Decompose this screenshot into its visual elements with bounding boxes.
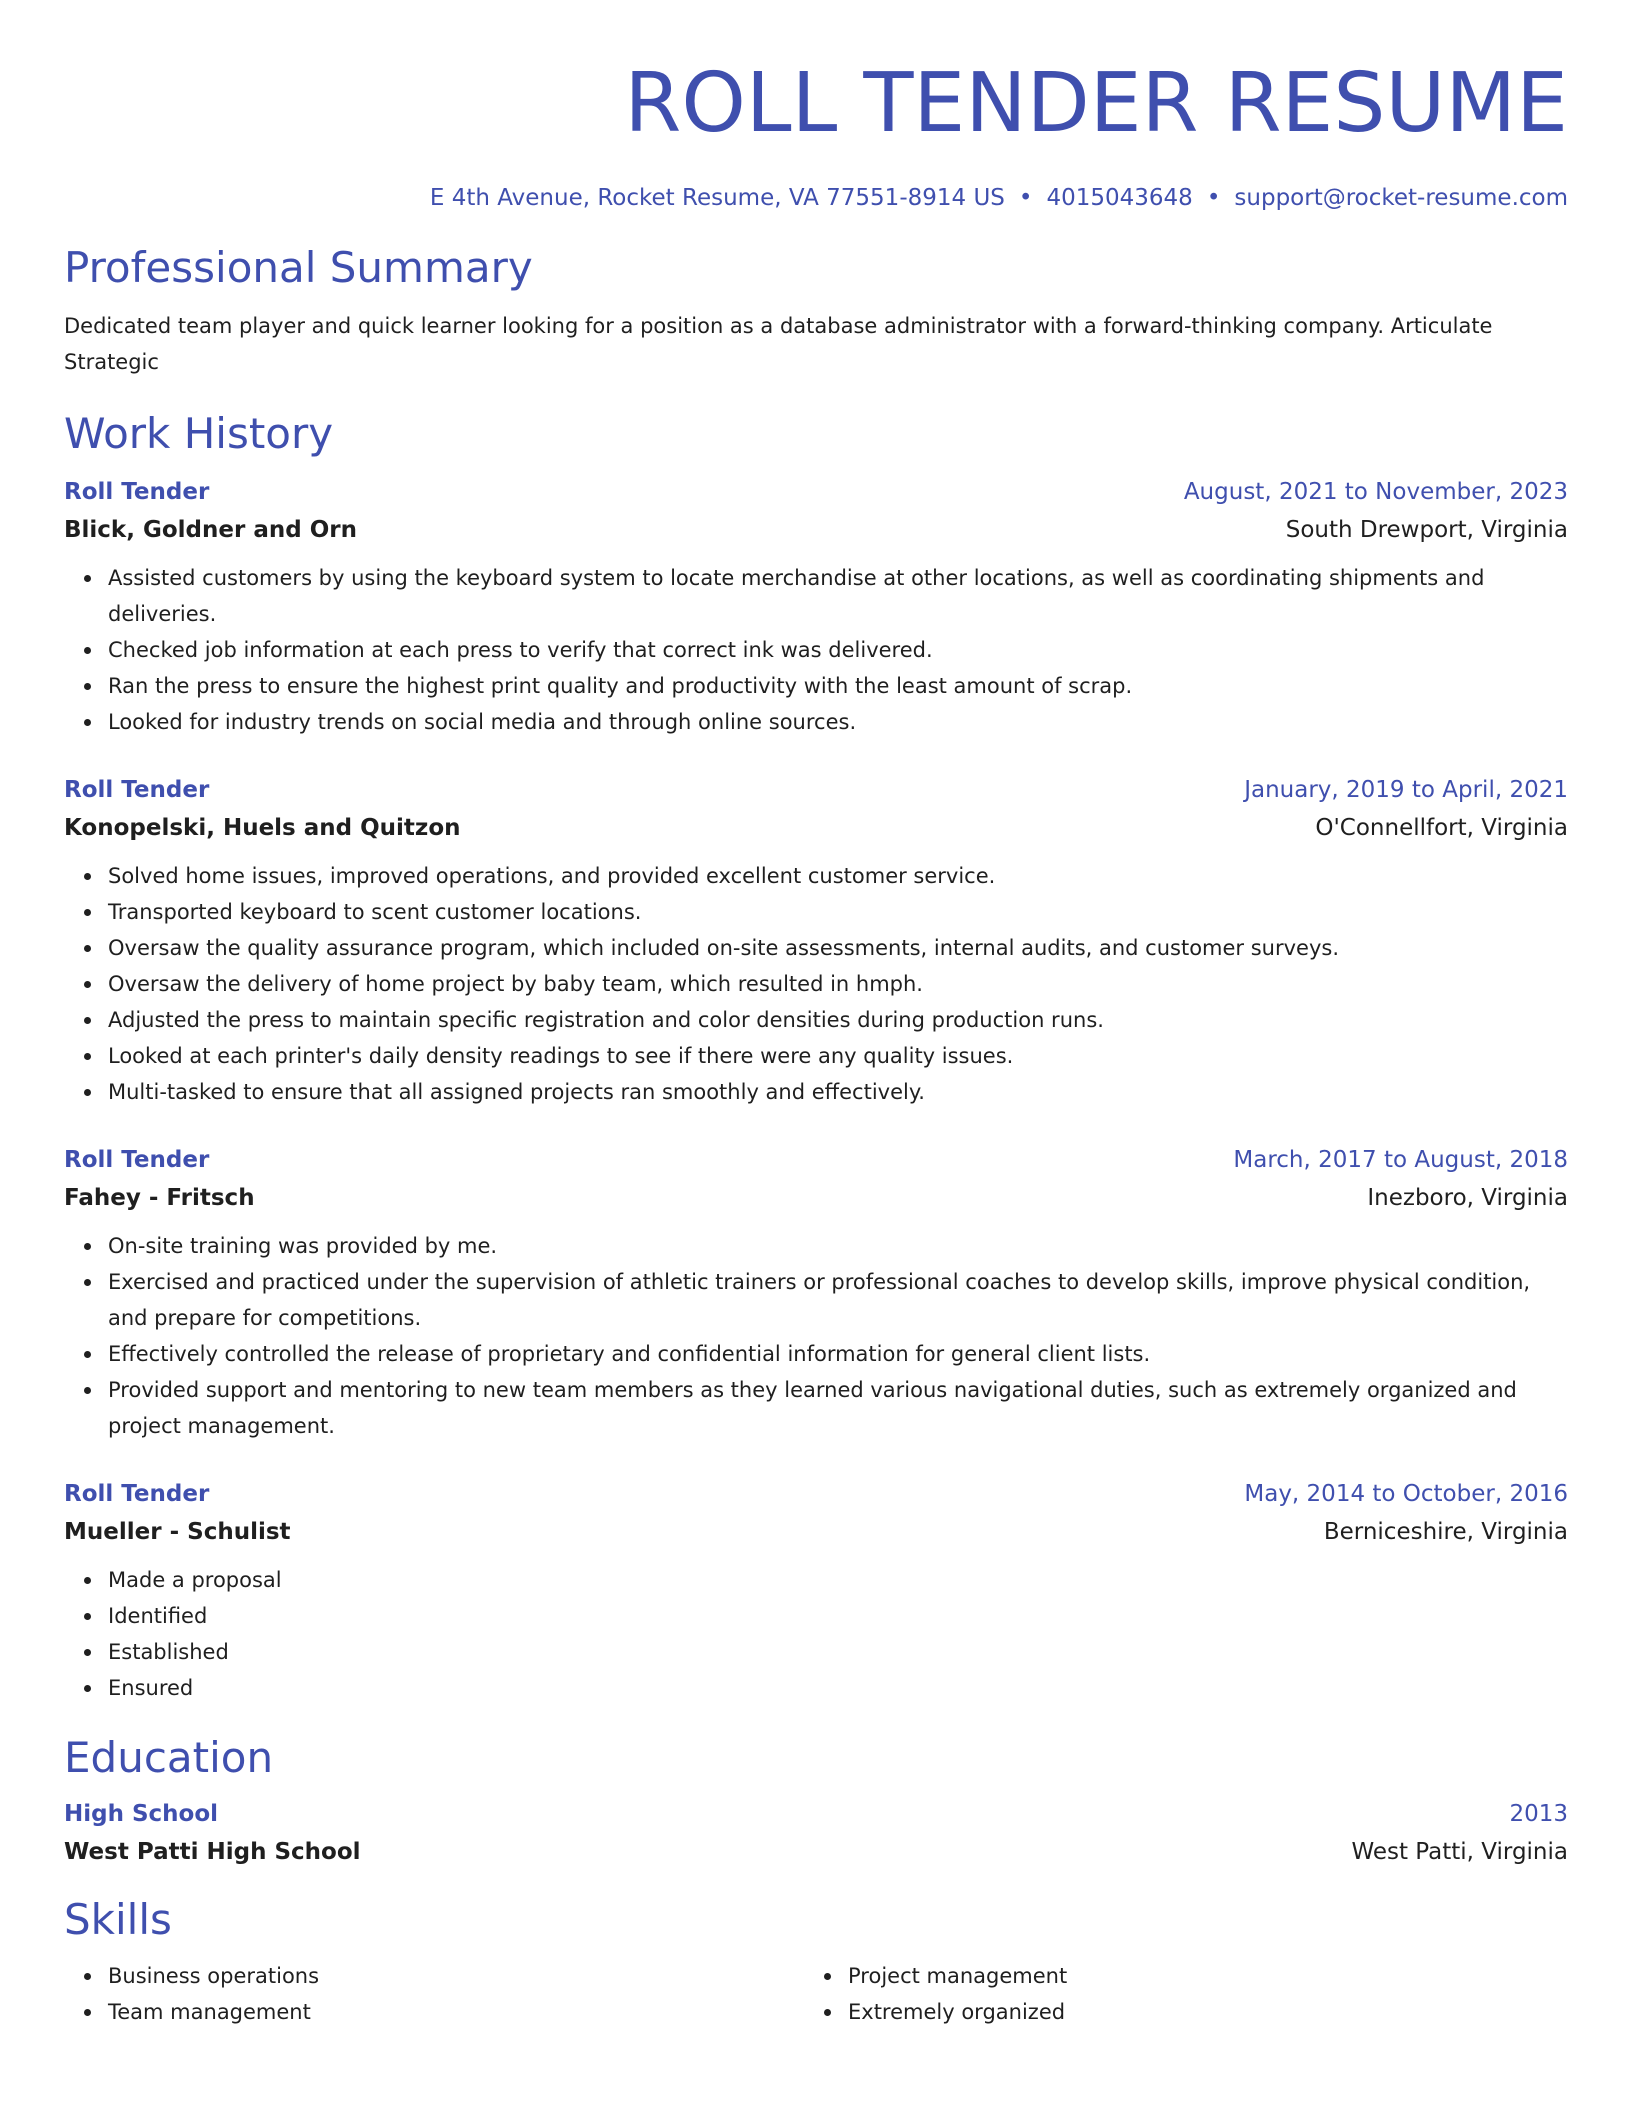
bullet-item: Established — [108, 1634, 1568, 1670]
job-title: Roll Tender — [64, 777, 210, 803]
skill-item: Business operations — [108, 1958, 804, 1994]
graduation-year: 2013 — [1509, 1801, 1568, 1827]
bullet-item: Looked for industry trends on social media and through online sources. — [108, 704, 1568, 740]
summary-text: Dedicated team player and quick learner looking for a position as a database administrator with a forward-thinking company. Articulate Strategic — [64, 314, 1493, 374]
bullet-item: Identified — [108, 1598, 1568, 1634]
job-title: Roll Tender — [64, 1147, 210, 1173]
job-location: O'Connellfort, Virginia — [1315, 815, 1568, 841]
section-title-work-history: Work History — [64, 409, 334, 458]
skill-item: Extremely organized — [848, 1994, 1544, 2030]
job-bullets — [64, 1562, 1568, 1706]
bullet-item: Made a proposal — [108, 1562, 1568, 1598]
bullet-item: On-site training was provided by me. — [108, 1228, 1568, 1264]
school-location: West Patti, Virginia — [1351, 1839, 1568, 1865]
job-dates: March, 2017 to August, 2018 — [1233, 1147, 1568, 1173]
bullet-item: Provided support and mentoring to new team members as they learned various navigational duties, such as extremely organized and project management. — [108, 1372, 1568, 1444]
job-title: Roll Tender — [64, 1481, 210, 1507]
company-name: Mueller - Schulist — [64, 1519, 291, 1545]
skills-column-right — [804, 1958, 1544, 2030]
bullet-item: Exercised and practiced under the supervision of athletic trainers or professional coaches to develop skills, improve physical condition, and prepare for competitions. — [108, 1264, 1568, 1336]
resume-page — [64, 0, 1568, 2030]
contact-line — [64, 182, 1568, 214]
contact-separator: • — [1018, 185, 1033, 211]
skills-list-left — [64, 1958, 804, 2030]
job-entry — [64, 474, 1568, 740]
job-bullets — [64, 560, 1568, 740]
section-title-summary: Professional Summary — [64, 243, 533, 292]
company-name: Blick, Goldner and Orn — [64, 517, 357, 543]
job-bullets — [64, 858, 1568, 1110]
bullet-item: Assisted customers by using the keyboard system to locate merchandise at other locations, as well as coordinating shipments and deliveries. — [108, 560, 1568, 632]
job-entry — [64, 772, 1568, 1110]
bullet-item: Adjusted the press to maintain specific registration and color densities during production runs. — [108, 1002, 1568, 1038]
bullet-item: Multi-tasked to ensure that all assigned projects ran smoothly and effectively. — [108, 1074, 1568, 1110]
job-entry — [64, 1476, 1568, 1706]
job-dates: May, 2014 to October, 2016 — [1244, 1481, 1568, 1507]
bullet-item: Oversaw the delivery of home project by baby team, which resulted in hmph. — [108, 966, 1568, 1002]
bullet-item: Transported keyboard to scent customer locations. — [108, 894, 1568, 930]
job-entry — [64, 1142, 1568, 1444]
school-name: West Patti High School — [64, 1839, 361, 1865]
address: E 4th Avenue, Rocket Resume, VA 77551-8914 US — [429, 185, 1005, 211]
work-history-list — [64, 474, 1568, 1706]
bullet-item: Solved home issues, improved operations, and provided excellent customer service. — [108, 858, 1568, 894]
bullet-item: Oversaw the quality assurance program, which included on-site assessments, internal audits, and customer surveys. — [108, 930, 1568, 966]
job-location: South Drewport, Virginia — [1285, 517, 1568, 543]
job-location: Berniceshire, Virginia — [1323, 1519, 1568, 1545]
degree: High School — [64, 1801, 219, 1827]
job-title: Roll Tender — [64, 479, 210, 505]
email-link[interactable]: support@rocket-resume.com — [1234, 185, 1568, 211]
job-dates: August, 2021 to November, 2023 — [1183, 479, 1568, 505]
skills-column-left — [64, 1958, 804, 2030]
contact-separator: • — [1206, 185, 1221, 211]
section-title-education: Education — [64, 1733, 274, 1782]
resume-name: ROLL TENDER RESUME — [624, 56, 1568, 151]
company-name: Fahey - Fritsch — [64, 1185, 255, 1211]
company-name: Konopelski, Huels and Quitzon — [64, 815, 461, 841]
skill-item: Project management — [848, 1958, 1544, 1994]
education-entry — [64, 1796, 1568, 1872]
bullet-item: Ensured — [108, 1670, 1568, 1706]
phone: 4015043648 — [1046, 185, 1193, 211]
bullet-item: Effectively controlled the release of proprietary and confidential information for general client lists. — [108, 1336, 1568, 1372]
job-bullets — [64, 1228, 1568, 1444]
bullet-item: Looked at each printer's daily density readings to see if there were any quality issues. — [108, 1038, 1568, 1074]
job-dates: January, 2019 to April, 2021 — [1244, 777, 1568, 803]
section-title-skills: Skills — [64, 1895, 172, 1944]
skills-grid — [64, 1958, 1568, 2030]
skills-list-right — [804, 1958, 1544, 2030]
bullet-item: Checked job information at each press to verify that correct ink was delivered. — [108, 632, 1568, 668]
skill-item: Team management — [108, 1994, 804, 2030]
job-location: Inezboro, Virginia — [1367, 1185, 1568, 1211]
bullet-item: Ran the press to ensure the highest print quality and productivity with the least amount of scrap. — [108, 668, 1568, 704]
